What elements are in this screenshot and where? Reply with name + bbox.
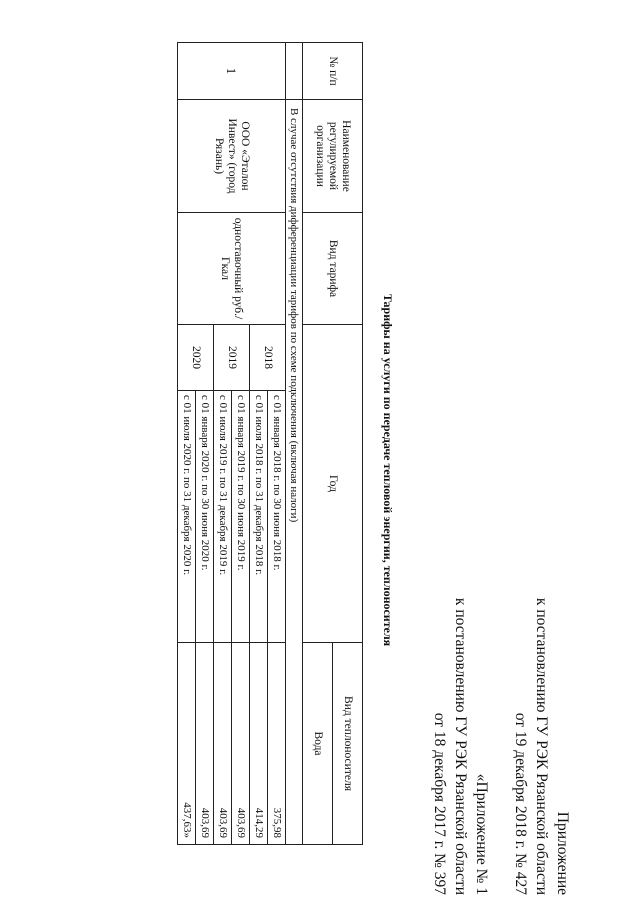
header-previous-line1: «Приложение № 1 (473, 773, 490, 895)
year-cell: 2020 (178, 325, 214, 391)
value-cell: 437,63» (178, 643, 196, 845)
period-cell: с 01 января 2019 г. по 30 июня 2019 г. (232, 391, 250, 643)
table-note: В случае отсутствия дифференциации тарифов по схеме подключения (включая налоги) (286, 100, 303, 845)
header-water: Вода (303, 643, 333, 845)
header-current-decree (510, 598, 573, 895)
period-cell: с 01 июля 2019 г. по 31 декабря 2019 г. (214, 391, 232, 643)
value-cell: 403,69 (214, 643, 232, 845)
table-row (268, 43, 286, 845)
document-title: Тарифы на услуги по передаче тепловой энергии, теплоносителя (381, 293, 395, 647)
header-previous-line2: к постановлению ГУ РЭК Рязанской области (452, 597, 469, 895)
header-year: Год (303, 325, 363, 643)
tariff-type: одноставочный руб./Гкал (178, 213, 286, 325)
table-header-row (333, 43, 363, 845)
period-cell: с 01 июля 2018 г. по 31 декабря 2018 г. (250, 391, 268, 643)
header-tariff: Вид тарифа (303, 213, 363, 325)
header-current-line1: Приложение (554, 811, 571, 895)
value-cell: 414,29 (250, 643, 268, 845)
year-cell: 2018 (250, 325, 286, 391)
period-cell: с 01 июля 2020 г. по 31 декабря 2020 г. (178, 391, 196, 643)
header-org: Наименование регулируемой организации (303, 100, 363, 213)
row-number: 1 (178, 43, 286, 100)
period-cell: с 01 января 2018 г. по 30 июня 2018 г. (268, 391, 286, 643)
organization-name: ООО «Эталон Инвест» (город Рязань) (178, 100, 286, 213)
value-cell: 403,69 (232, 643, 250, 845)
header-carrier: Вид теплоносителя (333, 643, 363, 845)
year-cell: 2019 (214, 325, 250, 391)
tariff-table (177, 42, 363, 845)
header-previous-line3: от 18 декабря 2017 г. № 397 (431, 712, 448, 895)
header-current-line2: к постановлению ГУ РЭК Рязанской области (533, 597, 550, 895)
value-cell: 375,98 (268, 643, 286, 845)
header-num: № п/п (303, 43, 363, 100)
table-note-row (286, 43, 303, 845)
value-cell: 403,69 (196, 643, 214, 845)
header-previous-decree (429, 598, 492, 895)
header-current-line3: от 19 декабря 2018 г. № 427 (512, 712, 529, 895)
period-cell: с 01 января 2020 г. по 30 июня 2020 г. (196, 391, 214, 643)
